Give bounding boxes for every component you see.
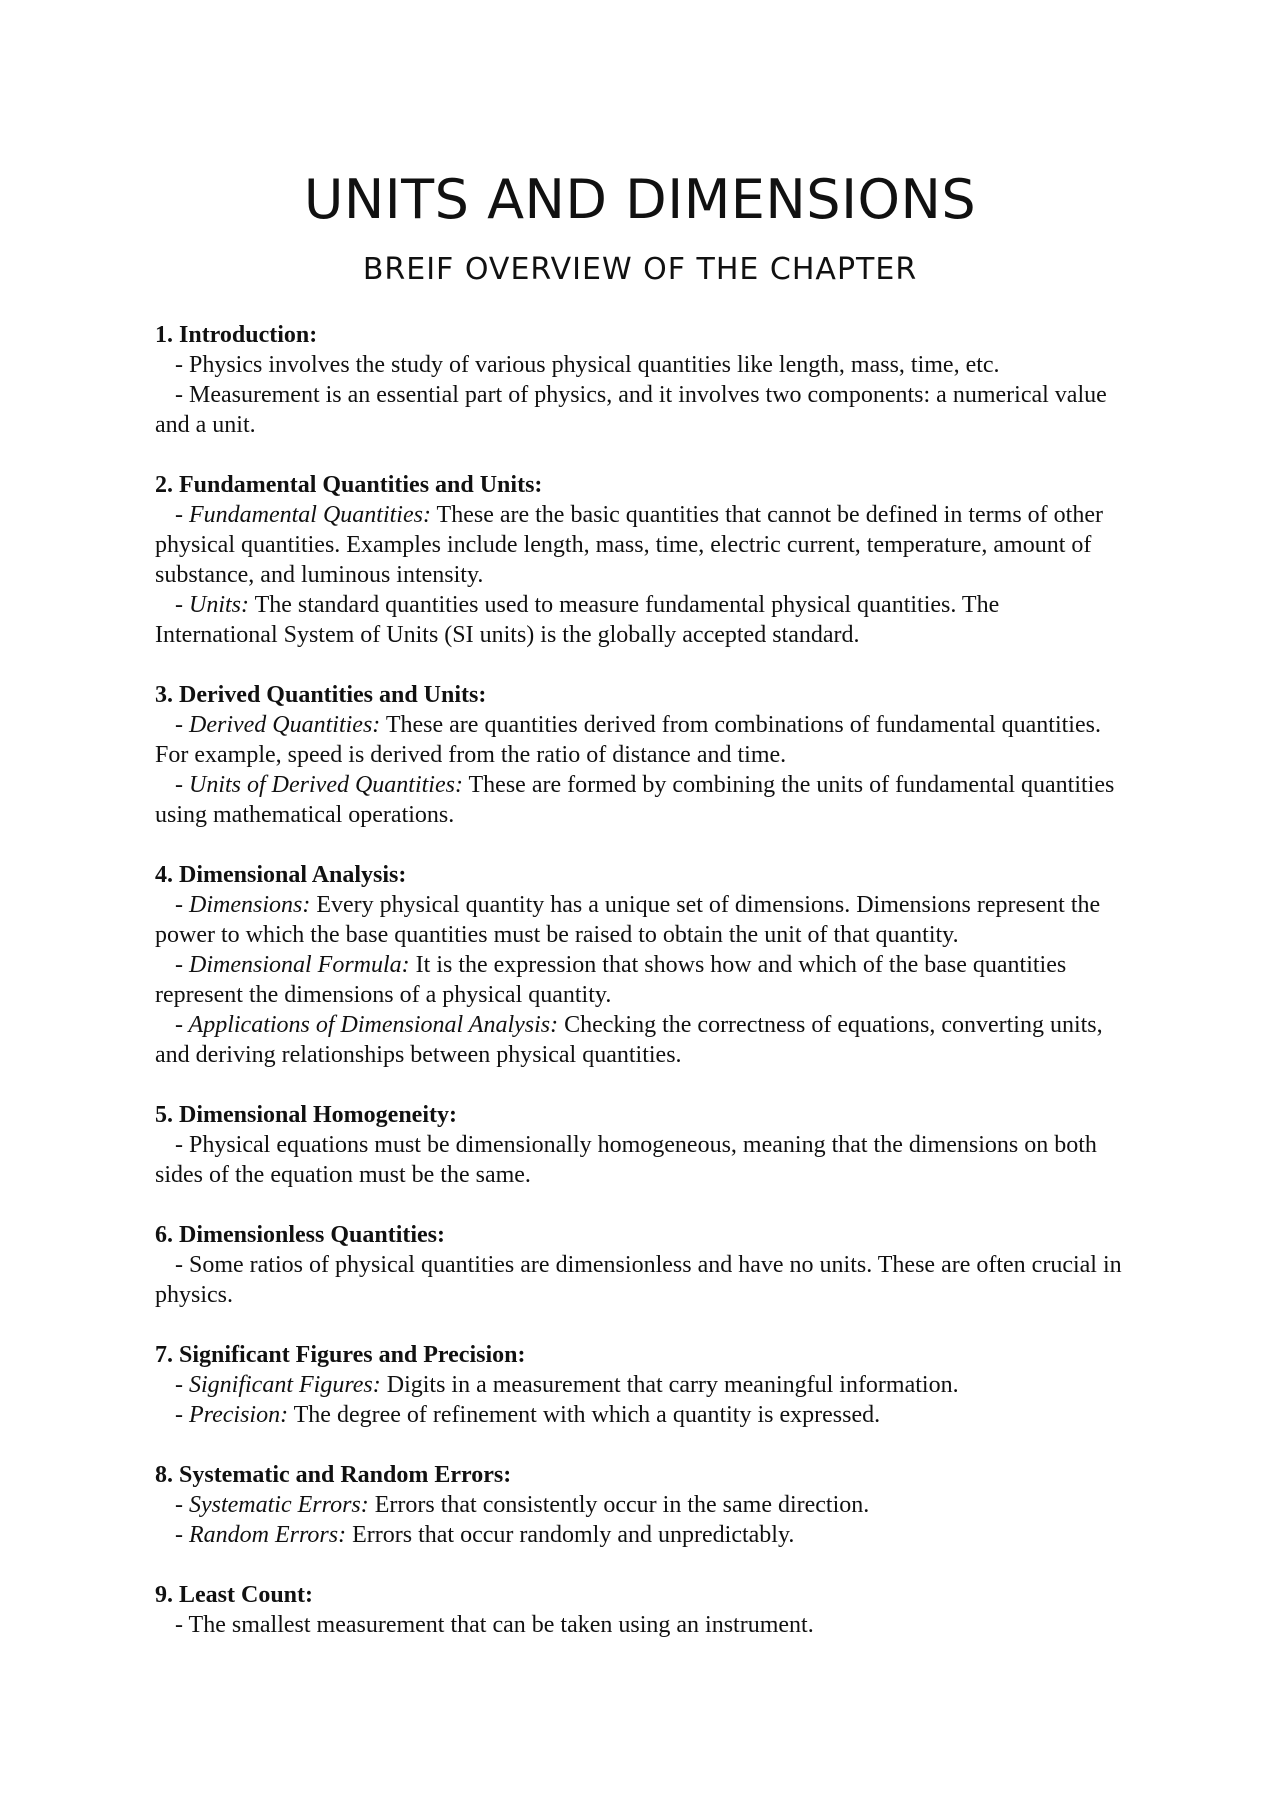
item-text: The standard quantities used to measure fundamental physical quantities. The International System of Units (SI units) is the globally accepted standard. <box>155 592 1000 648</box>
item-term: - Precision: <box>175 1402 289 1428</box>
section-dimensionless-quantities <box>155 1220 1125 1310</box>
item-term: - Units: <box>175 592 249 618</box>
item-text: Checking the correctness of equations, converting units, and deriving relationships between physical quantities. <box>155 1012 1103 1068</box>
item-term: - Fundamental Quantities: <box>175 502 431 528</box>
list-item <box>155 590 1125 650</box>
section-heading: 2. Fundamental Quantities and Units: <box>155 472 543 498</box>
section-derived-quantities <box>155 680 1125 830</box>
list-item <box>155 350 1125 380</box>
section-significant-figures <box>155 1340 1125 1430</box>
list-item <box>155 890 1125 950</box>
list-item <box>155 1010 1125 1070</box>
item-text: - Physics involves the study of various physical quantities like length, mass, time, etc. <box>175 352 1000 378</box>
item-text: It is the expression that shows how and which of the base quantities represent the dimensions of a physical quantity. <box>155 952 1067 1008</box>
item-text: - Measurement is an essential part of physics, and it involves two components: a numerical value and a unit. <box>155 382 1107 438</box>
list-item <box>155 1370 1125 1400</box>
section-dimensional-analysis <box>155 860 1125 1070</box>
section-heading: 1. Introduction: <box>155 322 318 348</box>
section-heading: 6. Dimensionless Quantities: <box>155 1222 446 1248</box>
section-fundamental-quantities <box>155 470 1125 650</box>
item-term: - Systematic Errors: <box>175 1492 369 1518</box>
item-term: - Dimensional Formula: <box>175 952 410 978</box>
item-term: - Random Errors: <box>175 1522 347 1548</box>
page-subtitle: BREIF OVERVIEW OF THE CHAPTER <box>362 252 918 287</box>
list-item <box>155 1250 1125 1310</box>
item-text: The degree of refinement with which a quantity is expressed. <box>288 1402 881 1428</box>
item-text: These are quantities derived from combinations of fundamental quantities. For example, speed is derived from the ratio of distance and time. <box>155 712 1101 768</box>
list-item <box>155 710 1125 770</box>
section-heading: 8. Systematic and Random Errors: <box>155 1462 512 1488</box>
list-item <box>155 1520 1125 1550</box>
item-text: - Some ratios of physical quantities are dimensionless and have no units. These are often crucial in physics. <box>155 1252 1122 1308</box>
page-title: UNITS AND DIMENSIONS <box>303 168 977 231</box>
list-item <box>155 1130 1125 1190</box>
list-item <box>155 1610 1125 1640</box>
item-term: - Applications of Dimensional Analysis: <box>175 1012 559 1038</box>
section-heading: 7. Significant Figures and Precision: <box>155 1342 526 1368</box>
chapter-overview <box>155 320 1125 1670</box>
section-heading: 9. Least Count: <box>155 1582 314 1608</box>
item-text: - The smallest measurement that can be taken using an instrument. <box>175 1612 814 1638</box>
item-text: Every physical quantity has a unique set of dimensions. Dimensions represent the power to which the base quantities must be raised to obtain the unit of that quantity. <box>155 892 1101 948</box>
list-item <box>155 1490 1125 1520</box>
item-text: Errors that occur randomly and unpredictably. <box>346 1522 795 1548</box>
item-text: These are formed by combining the units of fundamental quantities using mathematical operations. <box>155 772 1115 828</box>
section-heading: 4. Dimensional Analysis: <box>155 862 407 888</box>
list-item <box>155 380 1125 440</box>
list-item <box>155 500 1125 590</box>
list-item <box>155 1400 1125 1430</box>
section-errors <box>155 1460 1125 1550</box>
item-text: These are the basic quantities that cannot be defined in terms of other physical quantities. Examples include length, mass, time, electric current, temperature, amount of substance, and luminous intensity. <box>155 502 1103 588</box>
list-item <box>155 770 1125 830</box>
item-text: - Physical equations must be dimensionally homogeneous, meaning that the dimensions on both sides of the equation must be the same. <box>155 1132 1097 1188</box>
section-least-count <box>155 1580 1125 1640</box>
section-heading: 3. Derived Quantities and Units: <box>155 682 487 708</box>
section-introduction <box>155 320 1125 440</box>
item-term: - Units of Derived Quantities: <box>175 772 463 798</box>
item-text: Errors that consistently occur in the same direction. <box>368 1492 870 1518</box>
item-text: Digits in a measurement that carry meaningful information. <box>380 1372 959 1398</box>
list-item <box>155 950 1125 1010</box>
section-heading: 5. Dimensional Homogeneity: <box>155 1102 457 1128</box>
item-term: - Dimensions: <box>175 892 311 918</box>
section-dimensional-homogeneity <box>155 1100 1125 1190</box>
item-term: - Significant Figures: <box>175 1372 381 1398</box>
item-term: - Derived Quantities: <box>175 712 381 738</box>
